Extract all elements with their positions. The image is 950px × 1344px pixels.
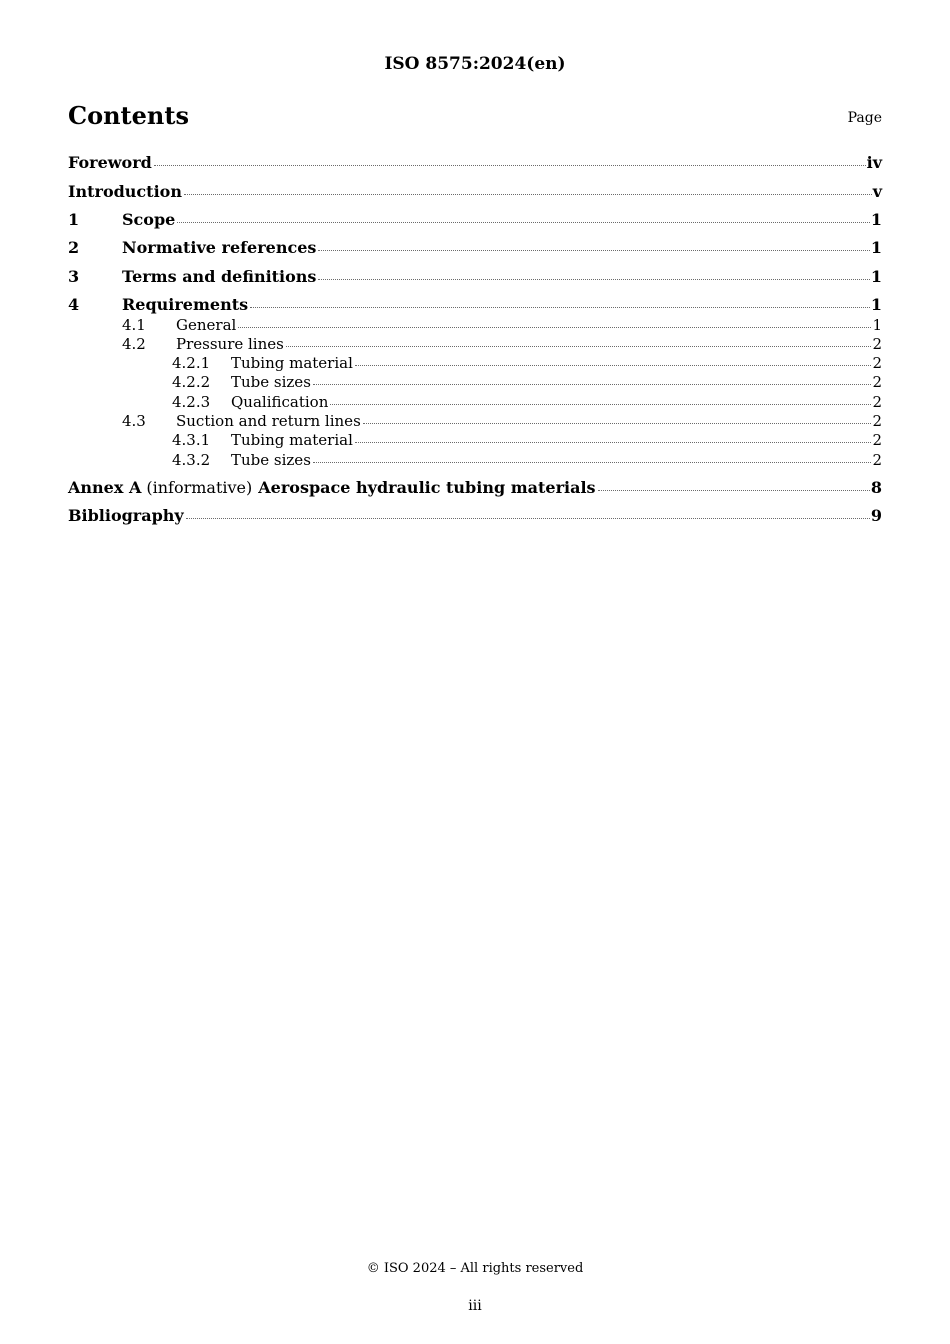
annex-type: (informative) xyxy=(146,478,253,497)
toc-entry-general[interactable] xyxy=(68,316,882,334)
dot-leader xyxy=(154,165,866,166)
toc-entry-number: 4.1 xyxy=(122,316,146,334)
toc-entry-suction-return-lines[interactable] xyxy=(68,412,882,430)
toc-entry-page: 2 xyxy=(872,451,882,469)
toc-entry-title: General xyxy=(176,316,237,334)
toc-entry-introduction[interactable] xyxy=(68,182,882,201)
toc-entry-page: 1 xyxy=(870,295,882,314)
toc-entry-title: Tubing material xyxy=(231,431,353,449)
toc-entry-title: Aerospace hydraulic tubing materials xyxy=(258,478,596,497)
toc-entry-page: 2 xyxy=(872,354,882,372)
toc-entry-page: v xyxy=(872,182,882,201)
toc-entry-annex-a[interactable] xyxy=(68,478,882,497)
toc-entry-title: Tubing material xyxy=(231,354,353,372)
toc-entry-number: 4.3.2 xyxy=(172,451,211,469)
dot-leader xyxy=(286,346,872,347)
toc-entry-title: Foreword xyxy=(68,153,152,172)
annex-label: Annex A xyxy=(68,478,142,497)
toc-entry-suction-tube-sizes[interactable] xyxy=(68,451,882,469)
toc-entry-number: 4.3 xyxy=(122,412,146,430)
dot-leader xyxy=(355,442,872,443)
toc-entry-title: Requirements xyxy=(122,295,249,314)
toc-entry-number: 4.2.3 xyxy=(172,393,211,411)
toc-entry-page: 2 xyxy=(872,412,882,430)
toc-entry-number: 4.2.2 xyxy=(172,373,211,391)
dot-leader xyxy=(598,490,870,491)
toc-entry-foreword[interactable] xyxy=(68,153,882,172)
toc-entry-title: Tube sizes xyxy=(231,451,311,469)
page-column-label: Page xyxy=(847,110,882,126)
toc-entry-title: Tube sizes xyxy=(231,373,311,391)
toc-entry-scope[interactable] xyxy=(68,210,882,229)
toc-entry-page: 1 xyxy=(872,316,882,334)
toc-entry-number: 1 xyxy=(68,210,80,229)
toc-entry-number: 4.2.1 xyxy=(172,354,211,372)
toc-entry-terms-and-definitions[interactable] xyxy=(68,267,882,286)
toc-entry-page: 8 xyxy=(870,478,882,497)
dot-leader xyxy=(330,404,871,405)
dot-leader xyxy=(313,462,872,463)
dot-leader xyxy=(318,250,869,251)
toc-entry-suction-tubing-material[interactable] xyxy=(68,431,882,449)
toc-entry-title: Bibliography xyxy=(68,506,184,525)
dot-leader xyxy=(250,307,870,308)
toc-entry-normative-references[interactable] xyxy=(68,238,882,257)
toc-entry-title: Normative references xyxy=(122,238,317,257)
dot-leader xyxy=(177,222,870,223)
toc-entry-page: 2 xyxy=(872,393,882,411)
toc-entry-page: 2 xyxy=(872,335,882,353)
dot-leader xyxy=(238,327,871,328)
toc-entry-page: 2 xyxy=(872,431,882,449)
toc-entry-pressure-lines[interactable] xyxy=(68,335,882,353)
toc-entry-requirements[interactable] xyxy=(68,295,882,314)
toc-entry-number: 4 xyxy=(68,295,80,314)
dot-leader xyxy=(186,518,870,519)
toc-entry-page: 1 xyxy=(870,238,882,257)
toc-entry-title: Scope xyxy=(122,210,176,229)
dot-leader xyxy=(313,384,872,385)
toc-entry-pressure-tubing-material[interactable] xyxy=(68,354,882,372)
toc-entry-number: 4.3.1 xyxy=(172,431,211,449)
toc-entry-page: 9 xyxy=(870,506,882,525)
toc-entry-title: Pressure lines xyxy=(176,335,284,353)
toc-entry-title: Suction and return lines xyxy=(176,412,361,430)
toc-entry-qualification[interactable] xyxy=(68,393,882,411)
dot-leader xyxy=(363,423,872,424)
toc-entry-number: 3 xyxy=(68,267,80,286)
toc-entry-pressure-tube-sizes[interactable] xyxy=(68,373,882,391)
toc-entry-bibliography[interactable] xyxy=(68,506,882,525)
toc-entry-title: Introduction xyxy=(68,182,182,201)
toc-entry-title: Terms and definitions xyxy=(122,267,317,286)
contents-title: Contents xyxy=(68,101,189,130)
dot-leader xyxy=(184,194,872,195)
toc-entry-number: 4.2 xyxy=(122,335,146,353)
toc-entry-page: 1 xyxy=(870,210,882,229)
toc-entry-page: 1 xyxy=(870,267,882,286)
toc-entry-title: Qualification xyxy=(231,393,329,411)
copyright-notice: © ISO 2024 – All rights reserved xyxy=(366,1261,584,1276)
document-header: ISO 8575:2024(en) xyxy=(384,54,566,74)
dot-leader xyxy=(318,279,869,280)
page-number: iii xyxy=(468,1298,482,1314)
toc-entry-page: iv xyxy=(866,153,882,172)
dot-leader xyxy=(355,365,872,366)
toc-entry-number: 2 xyxy=(68,238,80,257)
toc-entry-page: 2 xyxy=(872,373,882,391)
